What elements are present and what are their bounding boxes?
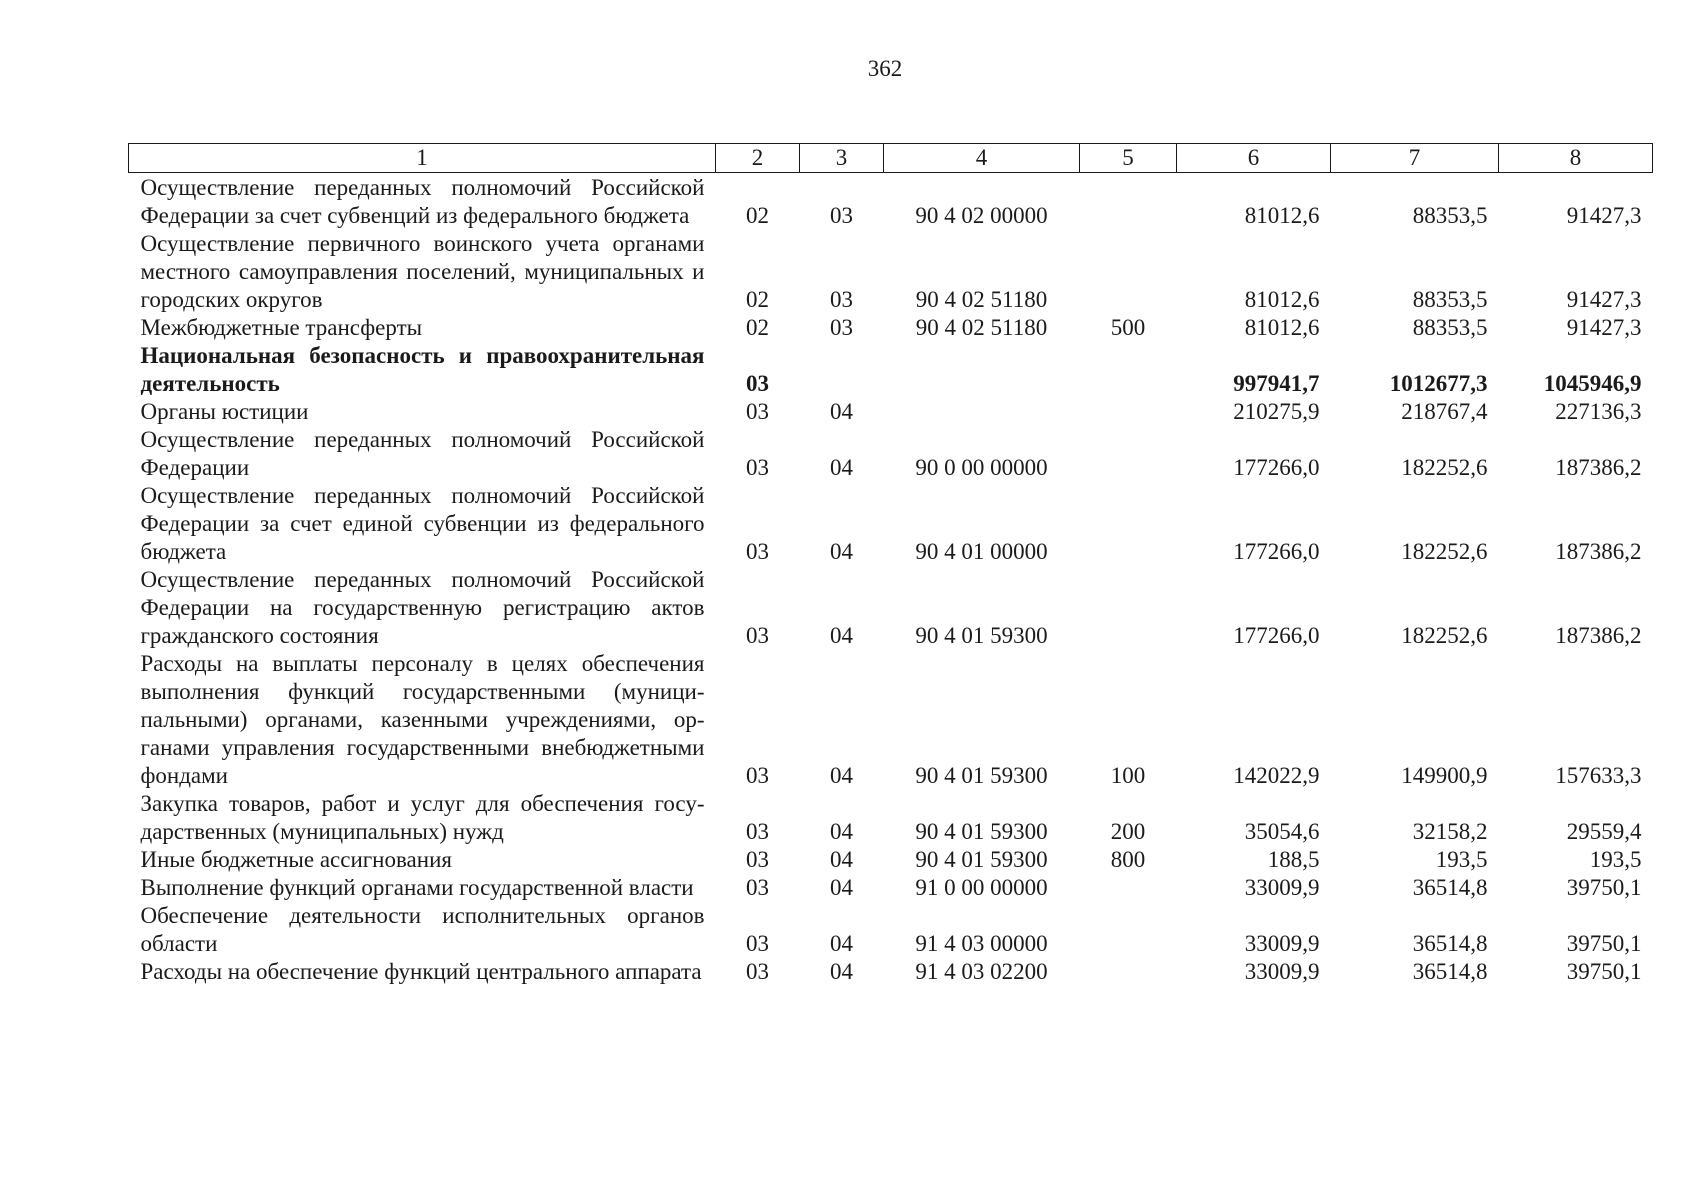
cell-name: Осуществление переданных полномочий Российской Федерации на государственную регистрацию актов гражданского состояния bbox=[140, 567, 705, 648]
cell-amount-year-1: 997941,7 bbox=[1233, 371, 1320, 396]
cell-amount-year-1: 177266,0 bbox=[1233, 539, 1320, 564]
cell-section: 03 bbox=[746, 623, 769, 648]
cell-subsection bbox=[800, 342, 884, 398]
cell-subsection: 03 bbox=[830, 315, 853, 340]
cell-amount-year-3: 29559,4 bbox=[1566, 819, 1642, 844]
cell-amount-year-2: 32158,2 bbox=[1412, 819, 1488, 844]
cell-expense-type bbox=[1080, 874, 1177, 902]
table-row bbox=[129, 902, 1653, 958]
cell-section: 03 bbox=[746, 399, 769, 424]
cell-section: 03 bbox=[746, 875, 769, 900]
table-row bbox=[129, 342, 1653, 398]
cell-section: 03 bbox=[746, 847, 769, 872]
cell-section: 03 bbox=[746, 763, 769, 788]
cell-name: Расходы на выплаты персоналу в целях обеспечения выполнения функций государственными (муниципальными) органами, казенными учреждениями, органами управления государственными внебюджетными фондами bbox=[140, 651, 705, 788]
cell-section: 02 bbox=[746, 203, 769, 228]
table-row bbox=[129, 173, 1653, 231]
header-col-4: 4 bbox=[884, 144, 1080, 173]
cell-amount-year-1: 142022,9 bbox=[1233, 763, 1320, 788]
cell-expense-type bbox=[1080, 398, 1177, 426]
cell-amount-year-3: 187386,2 bbox=[1555, 455, 1642, 480]
cell-expense-type: 200 bbox=[1110, 819, 1146, 844]
cell-subsection: 04 bbox=[830, 623, 853, 648]
cell-amount-year-3: 39750,1 bbox=[1566, 931, 1642, 956]
cell-subsection: 03 bbox=[830, 203, 853, 228]
budget-table bbox=[128, 143, 1653, 986]
cell-subsection: 04 bbox=[830, 847, 853, 872]
cell-name: Национальная безопасность и правоохранительная деятельность bbox=[140, 343, 705, 396]
header-col-2: 2 bbox=[716, 144, 800, 173]
cell-amount-year-3: 1045946,9 bbox=[1543, 371, 1642, 396]
table-row bbox=[129, 846, 1653, 874]
table-row bbox=[129, 230, 1653, 314]
cell-subsection: 04 bbox=[830, 399, 853, 424]
table-row bbox=[129, 874, 1653, 902]
cell-amount-year-2: 149900,9 bbox=[1401, 763, 1488, 788]
cell-name: Межбюджетные трансферты bbox=[140, 315, 423, 340]
cell-amount-year-1: 81012,6 bbox=[1244, 315, 1320, 340]
cell-subsection: 04 bbox=[830, 455, 853, 480]
cell-expense-type: 800 bbox=[1110, 847, 1146, 872]
cell-expense-type: 500 bbox=[1110, 315, 1146, 340]
cell-target-code bbox=[884, 342, 1080, 398]
cell-name: Выполнение функций органами государственной власти bbox=[140, 875, 694, 900]
cell-name: Закупка товаров, работ и услуг для обеспечения государственных (муниципальных) нужд bbox=[140, 791, 705, 844]
cell-amount-year-1: 81012,6 bbox=[1244, 203, 1320, 228]
cell-target-code: 90 4 02 00000 bbox=[915, 203, 1048, 228]
header-col-3: 3 bbox=[800, 144, 884, 173]
page-number: 362 bbox=[867, 56, 903, 81]
header-row bbox=[129, 144, 1653, 173]
table-row bbox=[129, 426, 1653, 482]
header-col-5: 5 bbox=[1080, 144, 1177, 173]
cell-subsection: 04 bbox=[830, 931, 853, 956]
cell-name: Органы юстиции bbox=[140, 399, 309, 424]
cell-expense-type bbox=[1080, 482, 1177, 566]
cell-target-code: 90 4 01 59300 bbox=[915, 763, 1048, 788]
cell-amount-year-1: 33009,9 bbox=[1244, 875, 1320, 900]
table-row bbox=[129, 314, 1653, 342]
cell-expense-type bbox=[1080, 426, 1177, 482]
cell-target-code: 90 4 01 59300 bbox=[915, 819, 1048, 844]
cell-target-code: 90 0 00 00000 bbox=[915, 455, 1048, 480]
cell-amount-year-2: 218767,4 bbox=[1401, 399, 1488, 424]
cell-expense-type bbox=[1080, 342, 1177, 398]
cell-target-code: 91 0 00 00000 bbox=[915, 875, 1048, 900]
cell-amount-year-2: 88353,5 bbox=[1412, 315, 1488, 340]
cell-name: Осуществление первичного воинского учета органами местного самоуправления поселений, муниципальных и городских округов bbox=[140, 231, 705, 312]
cell-subsection: 04 bbox=[830, 959, 853, 984]
cell-amount-year-2: 88353,5 bbox=[1412, 203, 1488, 228]
header-col-1: 1 bbox=[129, 144, 716, 173]
cell-amount-year-3: 187386,2 bbox=[1555, 623, 1642, 648]
cell-section: 03 bbox=[746, 931, 769, 956]
cell-section: 02 bbox=[746, 315, 769, 340]
cell-name: Иные бюджетные ассигнования bbox=[140, 847, 452, 872]
cell-amount-year-2: 36514,8 bbox=[1412, 931, 1488, 956]
cell-section: 03 bbox=[746, 819, 769, 844]
cell-amount-year-1: 33009,9 bbox=[1244, 959, 1320, 984]
cell-amount-year-2: 182252,6 bbox=[1401, 455, 1488, 480]
cell-amount-year-1: 33009,9 bbox=[1244, 931, 1320, 956]
cell-amount-year-1: 35054,6 bbox=[1244, 819, 1320, 844]
header-col-8: 8 bbox=[1499, 144, 1653, 173]
cell-amount-year-2: 182252,6 bbox=[1401, 539, 1488, 564]
cell-amount-year-3: 187386,2 bbox=[1555, 539, 1642, 564]
table-body bbox=[129, 173, 1653, 987]
cell-amount-year-2: 182252,6 bbox=[1401, 623, 1488, 648]
cell-expense-type bbox=[1080, 958, 1177, 986]
table-row bbox=[129, 790, 1653, 846]
cell-amount-year-2: 193,5 bbox=[1435, 847, 1488, 872]
cell-amount-year-1: 210275,9 bbox=[1233, 399, 1320, 424]
cell-amount-year-3: 157633,3 bbox=[1555, 763, 1642, 788]
cell-amount-year-3: 91427,3 bbox=[1566, 203, 1642, 228]
cell-subsection: 04 bbox=[830, 819, 853, 844]
cell-amount-year-3: 39750,1 bbox=[1566, 959, 1642, 984]
cell-section: 03 bbox=[746, 959, 769, 984]
cell-amount-year-1: 177266,0 bbox=[1233, 455, 1320, 480]
cell-name: Осуществление переданных полномочий Российской Федерации за счет единой субвенции из федерального бюджета bbox=[140, 483, 705, 564]
cell-target-code: 90 4 01 59300 bbox=[915, 623, 1048, 648]
cell-section: 03 bbox=[746, 371, 769, 396]
table-row bbox=[129, 482, 1653, 566]
cell-amount-year-2: 36514,8 bbox=[1412, 959, 1488, 984]
cell-amount-year-3: 91427,3 bbox=[1566, 287, 1642, 312]
cell-amount-year-3: 193,5 bbox=[1589, 847, 1642, 872]
cell-name: Обеспечение деятельности исполнительных органов области bbox=[140, 903, 705, 956]
cell-section: 02 bbox=[746, 287, 769, 312]
cell-name: Осуществление переданных полномочий Российской Федерации bbox=[140, 427, 705, 480]
cell-expense-type bbox=[1080, 566, 1177, 650]
table-row bbox=[129, 650, 1653, 790]
cell-amount-year-1: 177266,0 bbox=[1233, 623, 1320, 648]
cell-target-code: 90 4 01 59300 bbox=[915, 847, 1048, 872]
cell-amount-year-2: 36514,8 bbox=[1412, 875, 1488, 900]
cell-expense-type bbox=[1080, 173, 1177, 231]
cell-section: 03 bbox=[746, 539, 769, 564]
table-row bbox=[129, 398, 1653, 426]
cell-subsection: 03 bbox=[830, 287, 853, 312]
cell-name: Осуществление переданных полномочий Российской Федерации за счет субвенций из федерального бюджета bbox=[140, 175, 705, 228]
table-header bbox=[129, 144, 1653, 173]
cell-subsection: 04 bbox=[830, 875, 853, 900]
cell-target-code bbox=[884, 398, 1080, 426]
table-row bbox=[129, 958, 1653, 986]
cell-amount-year-1: 188,5 bbox=[1267, 847, 1320, 872]
cell-target-code: 91 4 03 02200 bbox=[915, 959, 1048, 984]
cell-amount-year-2: 88353,5 bbox=[1412, 287, 1488, 312]
cell-amount-year-1: 81012,6 bbox=[1244, 287, 1320, 312]
cell-expense-type bbox=[1080, 902, 1177, 958]
cell-subsection: 04 bbox=[830, 539, 853, 564]
cell-target-code: 90 4 02 51180 bbox=[915, 287, 1048, 312]
cell-target-code: 90 4 02 51180 bbox=[915, 315, 1048, 340]
cell-target-code: 91 4 03 00000 bbox=[915, 931, 1048, 956]
table-row bbox=[129, 566, 1653, 650]
cell-name: Расходы на обеспечение функций центрального аппарата bbox=[140, 959, 702, 984]
cell-subsection: 04 bbox=[830, 763, 853, 788]
cell-amount-year-2: 1012677,3 bbox=[1389, 371, 1488, 396]
cell-amount-year-3: 227136,3 bbox=[1555, 399, 1642, 424]
cell-section: 03 bbox=[746, 455, 769, 480]
cell-amount-year-3: 91427,3 bbox=[1566, 315, 1642, 340]
cell-target-code: 90 4 01 00000 bbox=[915, 539, 1048, 564]
cell-amount-year-3: 39750,1 bbox=[1566, 875, 1642, 900]
cell-expense-type: 100 bbox=[1110, 763, 1146, 788]
header-col-6: 6 bbox=[1177, 144, 1331, 173]
cell-expense-type bbox=[1080, 230, 1177, 314]
header-col-7: 7 bbox=[1331, 144, 1499, 173]
